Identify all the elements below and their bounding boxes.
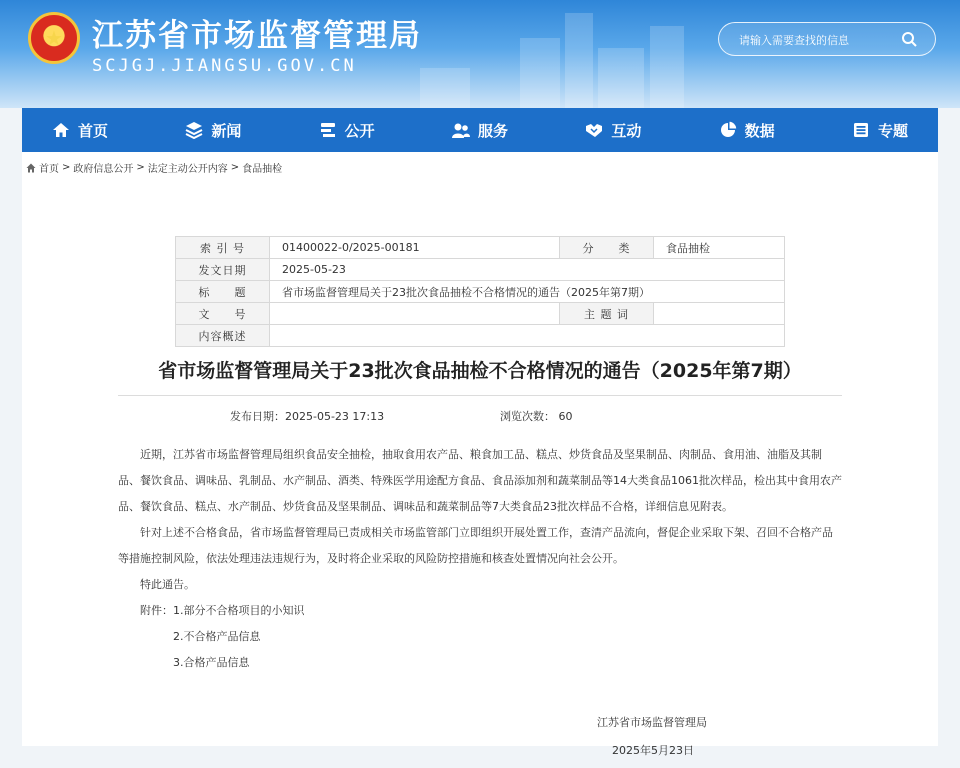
attachment-link-3[interactable]: 3.合格产品信息: [173, 656, 250, 669]
breadcrumb-home[interactable]: 首页: [39, 164, 59, 175]
doc-no-label: 文 号: [176, 303, 270, 325]
paragraph-3: 特此通告。: [140, 578, 195, 591]
breadcrumb-separator: >: [62, 162, 71, 173]
site-domain: SCJGJ.JIANGSU.GOV.CN: [92, 56, 357, 76]
table-row: [176, 325, 785, 347]
main-nav: [22, 108, 938, 152]
publish-date: 发布日期：2025-05-23 17:13: [230, 410, 385, 423]
search-box: [718, 22, 936, 56]
paragraph-1: 近期，江苏省市场监督管理局组织食品安全抽检，抽取食用农产品、粮食加工品、糕点、炒货食品及坚果制品、肉制品、食用油、油脂及其制品、餐饮食品、调味品、乳制品、水产制品、酒类、特殊医学用途配方食品、食品添加剂和蔬菜制品等14大类食品1061批次样品，检出其中食用农产品、餐饮食品、糕点、水产制品、炒货食品及坚果制品、调味品和蔬菜制品等7大类食品23批次样品不合格，详细信息见附表。: [118, 448, 842, 513]
skyline-building: [598, 48, 644, 108]
nav-item-topic[interactable]: [838, 120, 922, 141]
home-icon: [52, 121, 70, 139]
view-count: [500, 408, 573, 424]
title-label: 标 题: [176, 281, 270, 303]
skyline-building: [420, 68, 470, 108]
title-divider: [118, 395, 842, 396]
nav-item-label: 互动: [611, 121, 642, 140]
breadcrumb: [26, 160, 282, 175]
layers-icon: [185, 121, 203, 139]
nav-item-label: 新闻: [211, 121, 242, 140]
paragraph-2: 针对上述不合格食品，省市场监督管理局已责成相关市场监管部门立即组织开展处置工作，查清产品流向，督促企业采取下架、召回不合格产品等措施控制风险，依法处理违法违规行为，及时将企业采取的风险防控措施和核查处置情况向社会公开。: [118, 526, 833, 565]
table-row: [176, 237, 785, 259]
home-icon: [26, 163, 36, 173]
skyline-building: [565, 13, 593, 108]
table-row: [176, 281, 785, 303]
table-row: [176, 259, 785, 281]
breadcrumb-food-inspection[interactable]: 食品抽检: [242, 164, 283, 175]
nav-item-interact[interactable]: [571, 120, 655, 141]
date-value: 2025-05-23: [270, 259, 785, 281]
index-value: 01400022-0/2025-00181: [270, 237, 560, 259]
nav-item-news[interactable]: [171, 120, 255, 141]
index-label: 索 引 号: [176, 237, 270, 259]
subject-value: [654, 303, 785, 325]
site-title: 江苏省市场监督管理局: [92, 18, 422, 54]
attachments: [118, 598, 842, 676]
skyline-building: [650, 26, 684, 108]
nav-item-service[interactable]: [438, 120, 522, 141]
view-count-label: 浏览次数：: [500, 410, 555, 423]
view-count-value: 60: [558, 410, 573, 423]
title-value: 省市场监督管理局关于23批次食品抽检不合格情况的通告（2025年第7期）: [270, 281, 785, 303]
users-icon: [452, 121, 470, 139]
main-content: [22, 152, 938, 757]
nav-item-label: 数据: [744, 121, 775, 140]
breadcrumb-legal-content[interactable]: 法定主动公开内容: [147, 164, 228, 175]
nav-item-label: 公开: [344, 121, 375, 140]
nav-item-open[interactable]: [305, 120, 389, 141]
signature-date: 2025年5月23日: [612, 744, 694, 757]
national-emblem-logo: ★: [28, 12, 80, 64]
search-input[interactable]: [737, 30, 901, 50]
topic-icon: [852, 121, 870, 139]
summary-value: [270, 325, 785, 347]
breadcrumb-separator: >: [136, 162, 145, 173]
breadcrumb-separator: >: [230, 162, 240, 173]
nav-item-label: 服务: [477, 121, 508, 140]
handshake-icon: [585, 121, 603, 139]
date-label: 发文日期: [176, 259, 270, 281]
attachment-link-2[interactable]: 2.不合格产品信息: [173, 630, 261, 643]
article-title: 省市场监督管理局关于23批次食品抽检不合格情况的通告（2025年第7期）: [158, 360, 802, 382]
category-value: 食品抽检: [654, 237, 785, 259]
nav-item-label: 专题: [877, 121, 908, 140]
site-header: [0, 0, 960, 108]
category-label: 分 类: [560, 237, 654, 259]
signature-organization: 江苏省市场监督管理局: [597, 716, 707, 729]
breadcrumb-gov-info[interactable]: 政府信息公开: [73, 164, 134, 175]
attachment-label: 附件：: [140, 604, 173, 617]
attachment-list: [173, 598, 305, 676]
pie-chart-icon: [719, 121, 737, 139]
document-meta-table: [175, 236, 785, 347]
summary-label: 内容概述: [176, 325, 270, 347]
subject-label: 主 题 词: [560, 303, 654, 325]
nav-item-data[interactable]: [705, 120, 789, 141]
skyline-building: [520, 38, 560, 108]
nav-item-label: 首页: [78, 121, 109, 140]
nav-item-home[interactable]: [38, 120, 122, 141]
table-row: [176, 303, 785, 325]
search-icon[interactable]: [901, 31, 917, 47]
open-icon: [319, 121, 337, 139]
article-body: [118, 442, 842, 676]
doc-no-value: [270, 303, 560, 325]
attachment-link-1[interactable]: 1.部分不合格项目的小知识: [173, 604, 305, 617]
